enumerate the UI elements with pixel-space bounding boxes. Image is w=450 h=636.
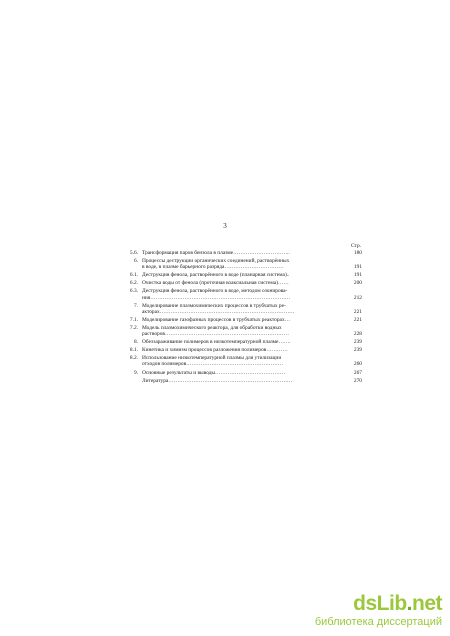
toc-entry-number: 6. — [133, 258, 138, 265]
table-of-contents — [116, 243, 362, 386]
toc-entry — [116, 325, 362, 337]
toc-entry — [116, 303, 362, 315]
toc-entry — [116, 370, 362, 376]
toc-entry-number: 6.3. — [129, 288, 138, 295]
watermark-logo — [315, 593, 442, 615]
watermark-logo-dot: . — [406, 592, 412, 615]
toc-entry-title-line: отходов полимеров……………………………………………… — [142, 361, 284, 368]
toc-entry-page: 191 — [353, 272, 362, 279]
toc-entry-page: 239 — [353, 347, 362, 354]
toc-entry — [116, 347, 362, 353]
toc-entry-title-line: в воде, в плазме барьерного разряда…………………………… — [142, 264, 284, 271]
toc-entry-number: 7. — [133, 302, 138, 309]
toc-entry-number: 8.1. — [129, 347, 138, 354]
toc-entry-title-line: Деструкция фенола, растворённого в воде, методом озонирова- — [142, 288, 288, 295]
toc-entry-title-line: Моделирование плазмохимических процессов в трубчатых ре- — [142, 302, 286, 309]
toc-entry-number: 9. — [133, 369, 138, 376]
toc-entry-number: 7.1. — [129, 316, 138, 323]
toc-entry-page: 228 — [353, 331, 362, 338]
toc-entry-title-line: Моделирование газофазных процессов в трубчатых реакторах… — [142, 316, 291, 323]
toc-entry-page: 191 — [353, 264, 362, 271]
toc-entry-title-line: Деструкция фенола, растворённого в воде (планарная система).. — [142, 272, 290, 279]
toc-entry-title-line: Литература…………………………………………………………… — [142, 377, 293, 384]
toc-entry-page: 221 — [353, 316, 362, 323]
toc-entry-number: 6.2. — [129, 280, 138, 287]
watermark-logo-tld: net — [412, 592, 442, 615]
toc-entry-page: 180 — [353, 250, 362, 256]
toc-rows — [116, 250, 362, 386]
toc-entry-number: 5.6. — [129, 250, 138, 256]
toc-entry-title-line: Модель плазмохимического реактора, для обработки водных — [142, 324, 282, 331]
toc-entry — [116, 280, 362, 286]
toc-entry-title-line: Использование низкотемпературной плазмы для утилизации — [142, 355, 282, 362]
toc-entry-title-line: Очистка воды от фенола (проточная коаксиальная система)…… — [142, 280, 289, 287]
toc-entry-page: 260 — [353, 361, 362, 368]
toc-entry — [116, 317, 362, 323]
toc-entry-number: 8.2. — [129, 355, 138, 362]
toc-entry-number: 6.1. — [129, 272, 138, 279]
watermark-logo-main: dsLib — [353, 592, 407, 615]
toc-entry — [116, 355, 362, 367]
toc-header: Стр. — [351, 243, 361, 249]
toc-entry-title-line: Кинетика и химизм процессов разложения полимеров………… — [142, 347, 288, 354]
toc-entry — [116, 378, 362, 384]
toc-entry — [116, 339, 362, 345]
toc-entry-page: 212 — [353, 294, 362, 301]
page-number: 3 — [223, 222, 227, 230]
toc-entry — [116, 288, 362, 300]
dslib-watermark — [315, 593, 442, 628]
toc-entry-title-line: растворов…………………………………………………………… — [142, 331, 289, 338]
toc-entry-page: 221 — [353, 308, 362, 315]
toc-entry-title-line: Трансформация паров бензола в плазме………………………….. — [142, 250, 290, 256]
toc-entry-title-line: Обеззараживание полимеров в низкотемпературной плазме……. — [142, 339, 291, 346]
toc-entry-title-line: Основные результаты и выводы………………………………… — [142, 369, 286, 376]
toc-entry-page: 270 — [353, 377, 362, 384]
toc-entry-title-line: акторах………………………………………………………………… — [142, 308, 295, 315]
toc-entry-page: 239 — [353, 339, 362, 346]
toc-entry-page: 267 — [353, 369, 362, 376]
toc-entry — [116, 272, 362, 278]
toc-entry-title-line: Процессы деструкции органических соединений, растворённых — [142, 258, 290, 265]
toc-entry-number: 7.2. — [129, 324, 138, 331]
watermark-subtitle: библиотека диссертаций — [314, 616, 442, 628]
toc-entry-title-line: ния…………………………………………………………………… — [142, 294, 291, 301]
toc-entry-page: 200 — [353, 280, 362, 287]
toc-entry — [116, 258, 362, 270]
toc-entry-number: 8. — [133, 339, 138, 346]
toc-entry — [116, 250, 362, 256]
